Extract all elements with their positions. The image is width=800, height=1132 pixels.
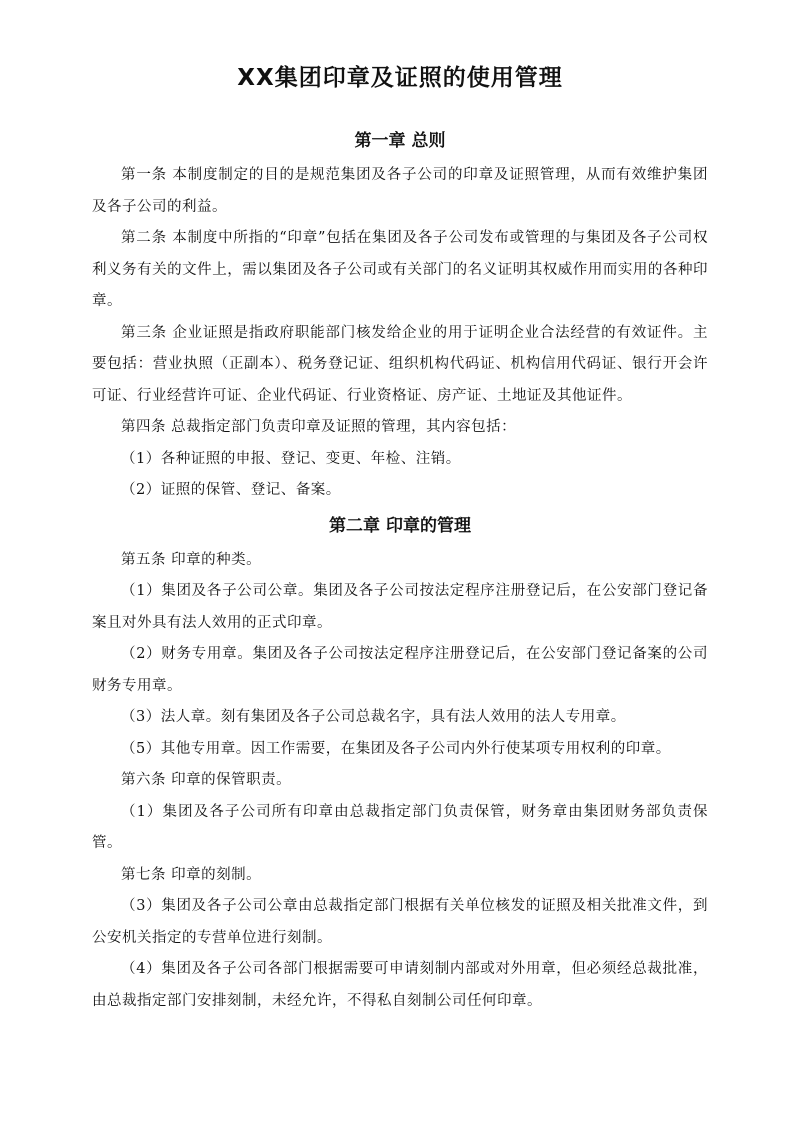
article-5-item-5: （5）其他专用章。因工作需要，在集团及各子公司内外行使某项专用权利的印章。	[121, 740, 671, 757]
article-7: 第七条 印章的刻制。	[121, 866, 262, 883]
document-title: XX集团印章及证照的使用管理	[237, 65, 563, 91]
article-5-item-1: （1）集团及各子公司公章。集团及各子公司按法定程序注册登记后，在公安部门登记备案且对外具有法人效用的正式印章。	[92, 583, 708, 631]
article-6: 第六条 印章的保管职责。	[121, 772, 292, 788]
article-5-item-3: （3）法人章。刻有集团及各子公司总裁名字，具有法人效用的法人专用章。	[121, 709, 626, 725]
article-2: 第二条 本制度中所指的“印章”包括在集团及各子公司发布或管理的与集团及各子公司权利义务有关的文件上，需以集团及各子公司或有关部门的名义证明其权威作用而实用的各种印章。	[92, 230, 708, 309]
article-4-item-1: （1）各种证照的申报、登记、变更、年检、注销。	[121, 450, 461, 467]
article-3: 第三条 企业证照是指政府职能部门核发给企业的用于证明企业合法经营的有效证件。主要包括：营业执照（正副本）、税务登记证、组织机构代码证、机构信用代码证、银行开会许可证、行业经营许可证、企业代码证、行业资格证、房产证、土地证及其他证件。	[92, 324, 708, 404]
article-1: 第一条 本制度制定的目的是规范集团及各子公司的印章及证照管理，从而有效维护集团及各子公司的利益。	[92, 167, 708, 215]
article-6-item-1: （1）集团及各子公司所有印章由总裁指定部门负责保管，财务章由集团财务部负责保管。	[92, 803, 708, 851]
article-7-item-3: （3）集团及各子公司公章由总裁指定部门根据有关单位核发的证照及相关批准文件，到公安机关指定的专营单位进行刻制。	[92, 898, 708, 946]
article-4-item-2: （2）证照的保管、登记、备案。	[121, 482, 341, 498]
chapter-2-heading: 第二章 印章的管理	[329, 515, 471, 536]
article-7-item-4: （4）集团及各子公司各部门根据需要可申请刻制内部或对外用章，但必须经总裁批准，由总裁指定部门安排刻制，未经允许，不得私自刻制公司任何印章。	[92, 961, 708, 1009]
article-4: 第四条 总裁指定部门负责印章及证照的管理，其内容包括：	[121, 419, 517, 435]
article-5-item-2: （2）财务专用章。集团及各子公司按法定程序注册登记后，在公安部门登记备案的公司财务专用章。	[92, 646, 708, 694]
chapter-1-heading: 第一章 总则	[354, 131, 446, 151]
article-5: 第五条 印章的种类。	[121, 551, 262, 568]
